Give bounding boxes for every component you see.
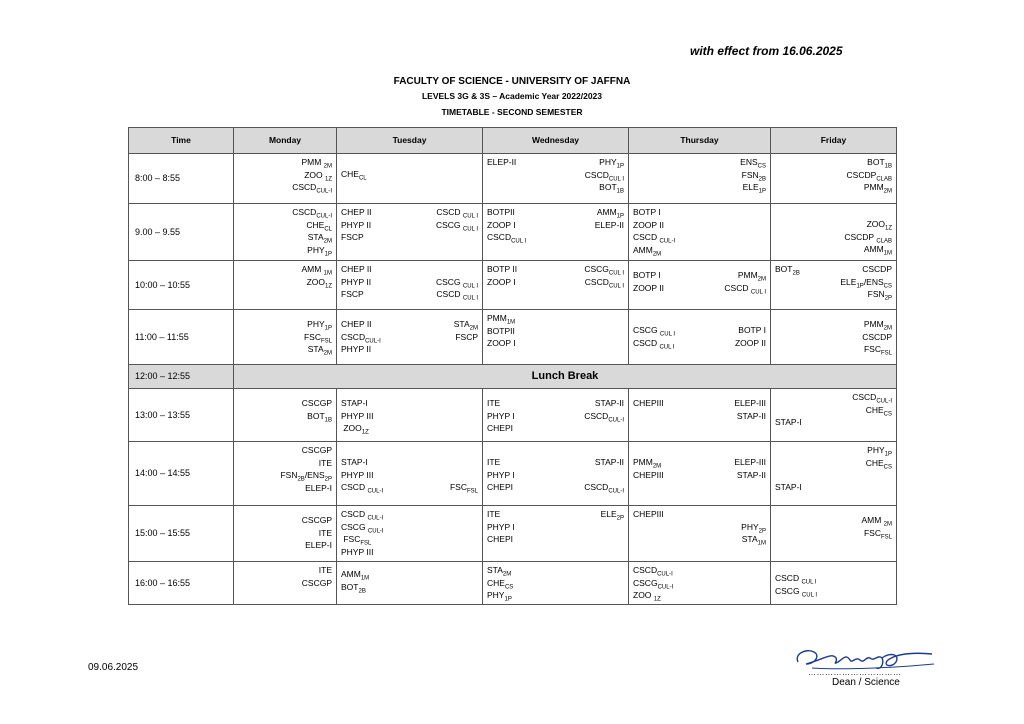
faculty-title: FACULTY OF SCIENCE - UNIVERSITY OF JAFFNA bbox=[393, 76, 631, 87]
time-cell: 10:00 – 10:55 bbox=[129, 261, 234, 310]
levels-subtitle: LEVELS 3G & 3S – Academic Year 2022/2023 bbox=[421, 91, 603, 101]
monday-cell: ITE CSCGP bbox=[234, 562, 337, 605]
wednesday-cell: BOTP II $CSCG_{CUL I}$ ZOOP I $CSCD_{CUL I}$ bbox=[483, 261, 629, 310]
time-cell: 16:00 – 16:55 bbox=[129, 562, 234, 605]
timetable bbox=[128, 127, 897, 605]
table-row bbox=[129, 389, 897, 442]
monday-cell: CSCGP ITE $FSN_{2B}/ENS_{2P}$ ELEP-I bbox=[234, 442, 337, 506]
thursday-cell: $PMM_{2M}$ ELEP-III CHEPIII STAP-II bbox=[629, 442, 771, 506]
monday-cell: $PHY_{1P}$ $FSC_{FSL}$ $STA_{2M}$ bbox=[234, 310, 337, 365]
friday-cell: $PHY_{1P}$ $CHE_{CS}$ STAP-I bbox=[771, 442, 897, 506]
time-cell: 15:00 – 15:55 bbox=[129, 506, 234, 562]
table-row bbox=[129, 154, 897, 204]
table-row bbox=[129, 204, 897, 261]
table-row bbox=[129, 506, 897, 562]
wednesday-cell: ITE STAP-II PHYP I CHEPI $CSCD_{CUL-I}$ bbox=[483, 442, 629, 506]
wednesday-cell: $STA_{2M}$ $CHE_{CS}$ $PHY_{1P}$ bbox=[483, 562, 629, 605]
thursday-cell: $CSCD_{CUL-I}$ $CSCG_{CUL-I}$ ZOO $_{1Z}$ bbox=[629, 562, 771, 605]
thursday-cell: CHEPIII ELEP-III STAP-II bbox=[629, 389, 771, 442]
lunch-break-label: Lunch Break bbox=[234, 365, 897, 389]
time-cell: 13:00 – 13:55 bbox=[129, 389, 234, 442]
lunch-row bbox=[129, 365, 897, 389]
table-row bbox=[129, 261, 897, 310]
friday-cell: $ZOO_{1Z}$ CSCDP $_{CLAB}$ $AMM_{1M}$ bbox=[771, 204, 897, 261]
time-cell: 14:00 – 14:55 bbox=[129, 442, 234, 506]
header-monday: Monday bbox=[234, 128, 337, 154]
header-friday: Friday bbox=[771, 128, 897, 154]
tuesday-cell: $AMM_{1M}$ $BOT_{2B}$ bbox=[337, 562, 483, 605]
wednesday-cell: ITE $ELE_{2P}$ PHYP I CHEPI bbox=[483, 506, 629, 562]
thursday-cell: CHEPIII $PHY_{2P}$ $STA_{1M}$ bbox=[629, 506, 771, 562]
thursday-cell: $ENS_{CS}$ $FSN_{2B}$ $ELE_{1P}$ bbox=[629, 154, 771, 204]
wednesday-cell: ELEP-II $PHY_{1P}$ $CSCD_{CUL I}$ $BOT_{1B}$ bbox=[483, 154, 629, 204]
signatory-title: Dean / Science bbox=[832, 677, 900, 688]
timetable-subtitle: TIMETABLE - SECOND SEMESTER bbox=[441, 107, 583, 117]
table-row bbox=[129, 442, 897, 506]
time-cell: 9.00 – 9.55 bbox=[129, 204, 234, 261]
tuesday-cell: CHEP II $STA_{2M}$ $CSCD_{CUL-I}$ FSCP PHYP II bbox=[337, 310, 483, 365]
tuesday-cell: STAP-I PHYP III CSCD $_{CUL-I}$ $FSC_{FSL}$ bbox=[337, 442, 483, 506]
wednesday-cell: BOTPII $AMM_{1P}$ ZOOP I ELEP-II $CSCD_{CUL I}$ bbox=[483, 204, 629, 261]
friday-cell: $BOT_{2B}$ CSCDP $ELE_{1P}/ENS_{CS}$ $FSN_{2P}$ bbox=[771, 261, 897, 310]
wednesday-cell: ITE STAP-II PHYP I $CSCD_{CUL-I}$ CHEPI bbox=[483, 389, 629, 442]
signature-line: …………………………… bbox=[808, 668, 902, 677]
table-header-row bbox=[129, 128, 897, 154]
tuesday-cell: CHEP II PHYP II CSCG $_{CUL I}$ FSCP CSCD $_{CUL I}$ bbox=[337, 261, 483, 310]
tuesday-cell: $CHE_{CL}$ bbox=[337, 154, 483, 204]
tuesday-cell: CSCD $_{CUL-I}$ CSCG $_{CUL-I}$ $FSC_{FSL}$ PHYP III bbox=[337, 506, 483, 562]
friday-cell: $CSCD_{CUL-I}$ $CHE_{CS}$ STAP-I bbox=[771, 389, 897, 442]
tuesday-cell: CHEP II CSCD $_{CUL I}$ PHYP II CSCG $_{CUL I}$ FSCP bbox=[337, 204, 483, 261]
effective-date-note: with effect from 16.06.2025 bbox=[690, 44, 843, 58]
monday-cell: PMM $_{2M}$ ZOO $_{1Z}$ $CSCD_{CUL-I}$ bbox=[234, 154, 337, 204]
monday-cell: AMM $_{1M}$ $ZOO_{1Z}$ bbox=[234, 261, 337, 310]
monday-cell: $CSCD_{CUL-I}$ $CHE_{CL}$ $STA_{2M}$ $PHY_{1P}$ bbox=[234, 204, 337, 261]
friday-cell: AMM $_{2M}$ $FSC_{FSL}$ bbox=[771, 506, 897, 562]
thursday-cell: CSCG $_{CUL I}$ BOTP I CSCD $_{CUL I}$ ZOOP II bbox=[629, 310, 771, 365]
issue-date: 09.06.2025 bbox=[88, 662, 139, 673]
header-wednesday: Wednesday bbox=[483, 128, 629, 154]
friday-cell: $BOT_{1B}$ $CSCDP_{CLAB}$ $PMM_{2M}$ bbox=[771, 154, 897, 204]
friday-cell: $PMM_{2M}$ CSCDP $FSC_{FSL}$ bbox=[771, 310, 897, 365]
table-row bbox=[129, 310, 897, 365]
wednesday-cell: $PMM_{1M}$ BOTPII ZOOP I bbox=[483, 310, 629, 365]
time-cell: 12:00 – 12:55 bbox=[129, 365, 234, 389]
header-thursday: Thursday bbox=[629, 128, 771, 154]
time-cell: 8:00 – 8:55 bbox=[129, 154, 234, 204]
time-cell: 11:00 – 11:55 bbox=[129, 310, 234, 365]
thursday-cell: BOTP I ZOOP II CSCD $_{CUL-I}$ $AMM_{2M}$ bbox=[629, 204, 771, 261]
table-row bbox=[129, 562, 897, 605]
thursday-cell: BOTP I $PMM_{2M}$ ZOOP II CSCD $_{CUL I}$ bbox=[629, 261, 771, 310]
monday-cell: CSCGP ITE ELEP-I bbox=[234, 506, 337, 562]
header-tuesday: Tuesday bbox=[337, 128, 483, 154]
monday-cell: CSCGP $BOT_{1B}$ bbox=[234, 389, 337, 442]
tuesday-cell: STAP-I PHYP III $ZOO_{1Z}$ bbox=[337, 389, 483, 442]
header-time: Time bbox=[129, 128, 234, 154]
friday-cell: CSCD $_{CUL I}$ CSCG $_{CUL I}$ bbox=[771, 562, 897, 605]
